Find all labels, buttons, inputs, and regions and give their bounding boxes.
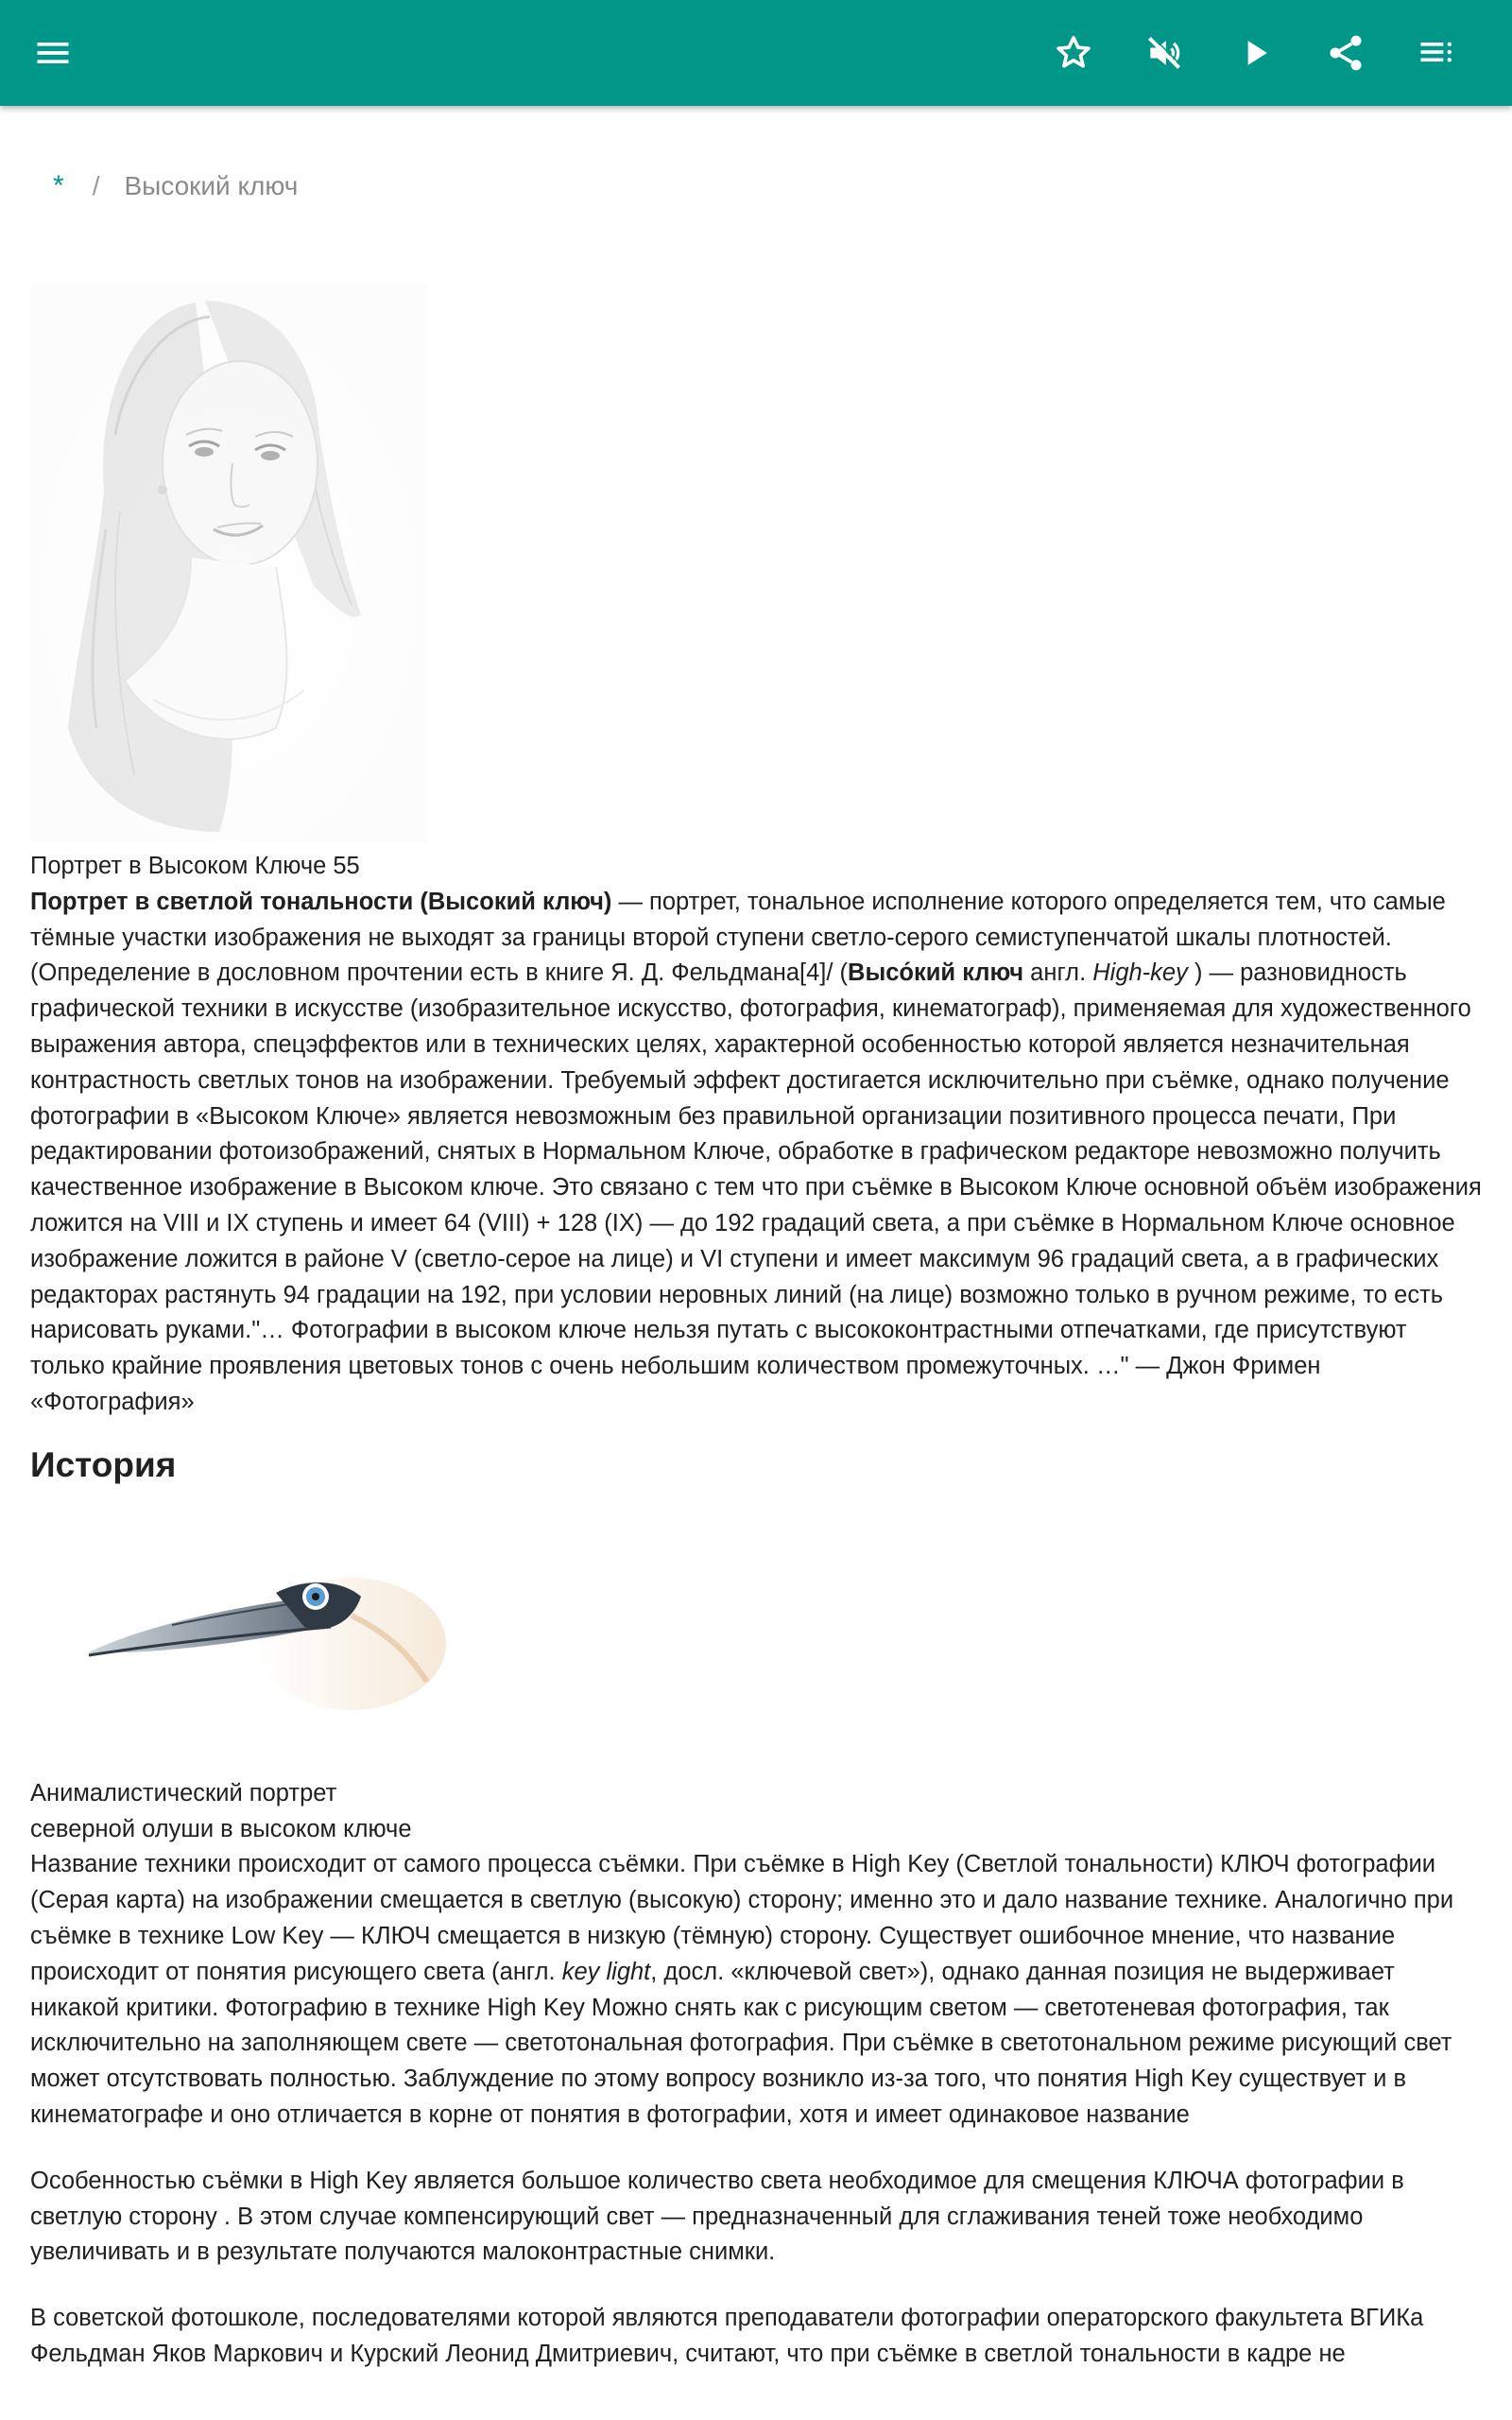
playlist-icon [1416,32,1457,74]
intro-text-2: англ. [1023,959,1093,987]
gannet-image [30,1502,446,1767]
bookmark-button[interactable] [1040,19,1108,87]
play-button[interactable] [1221,19,1289,87]
intro-italic-term: High-key [1092,959,1188,987]
history-p1-italic: key light [561,1958,651,1985]
play-icon [1234,32,1276,74]
menu-icon [32,32,74,74]
share-icon [1325,32,1366,74]
history-paragraph-1 [30,1847,1486,2133]
star-outline-icon [1053,32,1094,74]
portrait-image [30,284,427,841]
history-paragraph-2: Особенностью съёмки в High Key является большое количество света необходимое для смещения КЛЮЧА фотографии в светлую сторону . В этом случае компенсирующий свет — предназначенный для сглаживания теней тоже необходимо увеличивать и в результате получаются малоконтрастные снимки. [30,2167,1404,2266]
share-button[interactable] [1312,19,1380,87]
volume-off-icon [1143,32,1185,74]
gannet-caption-line1: Анималистический портрет [30,1779,337,1806]
history-p1-text-2: , досл. «ключевой свет»), однако данная позиция не выдерживает никакой критики. Фотографию в технике High Key Можно снять как с рисующим светом — светотеневая фотография, так исключительно на заполняющем свете — светотональная фотография. При съёмке в светотональном режиме рисующий свет может отсутствовать полностью. Заблуждение по этому вопросу возникло из-за того, что понятия High Key существует и в кинематографе и оно отличается в корне от понятия в фотографии, хотя и имеет одинаковое название [30,1958,1452,2128]
intro-text-3: ) — разновидность графической техники в искусстве (изобразительное искусство, фотография, кинематограф), применяемая для художественного выражения автора, спецэффектов или в технических целях, характерной особенностью которой является незначительная контрастность светлых тонов на изображении. Требуемый эффект достигается исключительно при съёмке, однако получение фотографии в «Высоком Ключе» является невозможным без правильной организации позитивного процесса печати, При редактировании фотоизображений, снятых в Нормальном Ключе, обработке в графическом редакторе невозможно получить качественное изображение в Высоком ключе. Это связано с тем что при съёмке в Высоком Ключе основной объём изображения ложится на VIII и IX ступень и имеет 64 (VIII) + 128 (IX) — до 192 градаций света, а при съёмке в Нормальном Ключе основное изображение ложится в районе V (светло-серое на лице) и VI ступени и имеет максимум 96 градаций света, а в графических редакторах растянуть 94 градации на 192, при условии неровных линий (на лице) возможно только в ручном режиме, то есть нарисовать руками."… Фотографии в высоком ключе нельзя путать с высококонтрастными отпечатками, где присутствуют только крайние проявления цветовых тонов с очень небольшим количеством промежуточных. …" — Джон Фримен «Фотография» [30,959,1482,1415]
breadcrumb [53,170,298,202]
history-paragraph-3: В советской фотошколе, последователями которой являются преподаватели фотографии операторского факультета ВГИКа Фельдман Яков Маркович и Курский Леонид Дмитриевич, считают, что при съёмке в светлой тональности в кадре не [30,2305,1424,2367]
breadcrumb-current: Высокий ключ [124,171,299,200]
gannet-caption-line2: северной олуши в высоком ключе [30,1815,412,1842]
history-heading: История [30,1444,177,1484]
article-content [30,284,1486,2373]
breadcrumb-home-link[interactable]: * [53,170,64,201]
intro-text-1: — портрет, тональное исполнение которого определяется тем, что самые тёмные участки изображения не выходят за границы второй ступени светло-серого семиступенчатой шкалы плотностей. (Определение в дословном прочтении есть в книге Я. Д. Фельдмана[4]/ ( [30,888,1446,987]
menu-button[interactable] [19,19,87,87]
history-p1-text-1: Название техники происходит от самого процесса съёмки. При съёмке в High Key (Светлой тональности) КЛЮЧ фотографии (Серая карта) на изображении смещается в светлую (высокую) сторону; именно это и дало название технике. Аналогично при съёмке в технике Low Key — КЛЮЧ смещается в низкую (тёмную) сторону. Существует ошибочное мнение, что название происходит от понятия рисующего света (англ. [30,1851,1454,1985]
portrait-caption: Портрет в Высоком Ключе 55 [30,853,360,879]
contents-button[interactable] [1402,19,1470,87]
intro-bold-term-2: Высо́кий ключ [848,959,1024,987]
app-bar [0,0,1512,106]
breadcrumb-separator: / [92,171,100,200]
intro-paragraph [30,885,1486,1421]
intro-bold-term: Портрет в светлой тональности (Высокий ключ) [30,888,612,915]
mute-button[interactable] [1130,19,1198,87]
